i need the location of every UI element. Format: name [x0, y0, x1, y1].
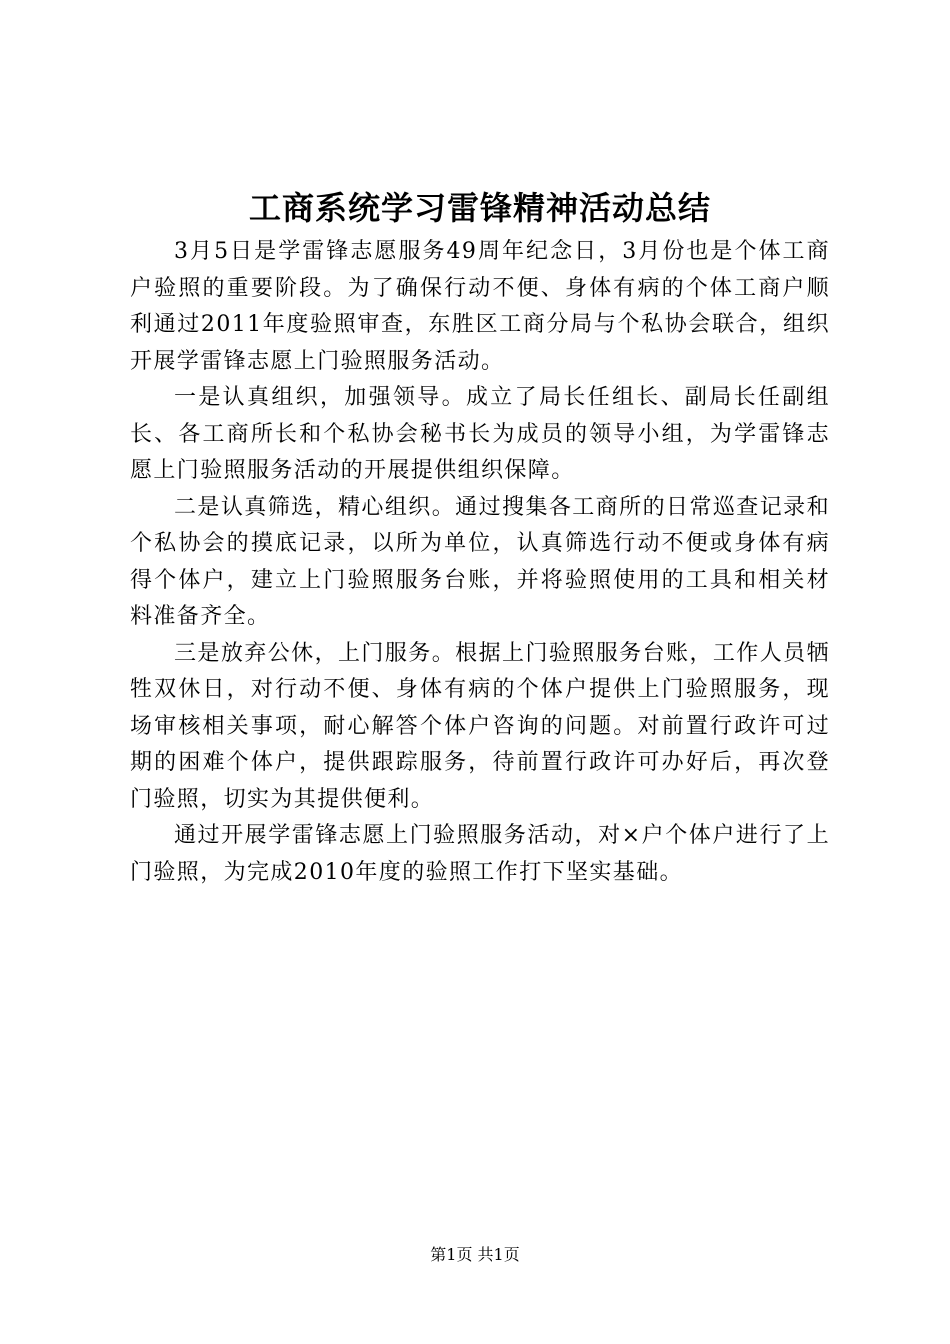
paragraph-conclusion: 通过开展学雷锋志愿上门验照服务活动，对×户个体户进行了上门验照，为完成2010年度的验照工作打下坚实基础。 — [130, 823, 830, 885]
document-title: 工商系统学习雷锋精神活动总结 — [248, 189, 711, 227]
paragraph-intro: 3月5日是学雷锋志愿服务49周年纪念日，3月份也是个体工商户验照的重要阶段。为了确保行动不便、身体有病的个体工商户顺利通过2011年度验照审查，东胜区工商分局与个私协会联合，组织开展学雷锋志愿上门验照服务活动。 — [130, 239, 830, 374]
page-number-footer: 第1页 共1页 — [430, 1245, 520, 1264]
paragraph-point-one: 一是认真组织，加强领导。成立了局长任组长、副局长任副组长、各工商所长和个私协会秘书长为成员的领导小组，为学雷锋志愿上门验照服务活动的开展提供组织保障。 — [130, 385, 830, 483]
paragraph-point-three: 三是放弃公休，上门服务。根据上门验照服务台账，工作人员牺牲双休日，对行动不便、身体有病的个体户提供上门验照服务，现场审核相关事项，耐心解答个体户咨询的问题。对前置行政许可过期的困难个体户，提供跟踪服务，待前置行政许可办好后，再次登门验照，切实为其提供便利。 — [130, 640, 830, 812]
document-body — [130, 234, 830, 891]
paragraph-point-two: 二是认真筛选，精心组织。通过搜集各工商所的日常巡查记录和个私协会的摸底记录，以所为单位，认真筛选行动不便或身体有病得个体户，建立上门验照服务台账，并将验照使用的工具和相关材料准备齐全。 — [130, 494, 830, 629]
